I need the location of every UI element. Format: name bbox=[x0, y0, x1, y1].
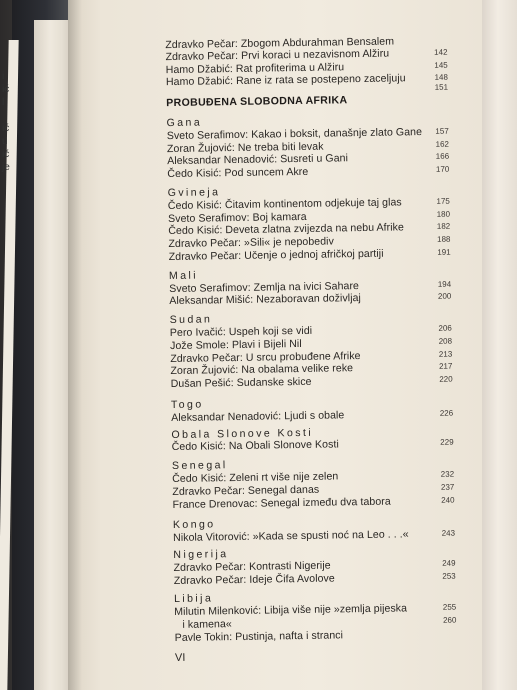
page-number: 255 bbox=[442, 602, 457, 612]
toc-entry: Zdravko Pečar: Učenje o jednoj afričkoj partiji bbox=[168, 247, 384, 264]
toc-entry: Pavle Tokin: Pustinja, nafta i stranci bbox=[174, 629, 344, 644]
adjacent-page-fragment: ić bbox=[2, 149, 10, 160]
adjacent-page-fragment: je bbox=[2, 162, 10, 173]
section-title: Libija bbox=[173, 592, 214, 606]
page-number: 162 bbox=[435, 139, 450, 149]
toc-entry: Zdravko Pečar: Zbogom Abdurahman Bensalem bbox=[165, 35, 395, 52]
toc-entry: Aleksandar Nenadović: Ljudi s obale bbox=[171, 409, 345, 424]
toc-entry: Hamo Džabić: Rane iz rata se postepeno zaceljuju bbox=[165, 72, 406, 88]
page-number: 145 bbox=[434, 60, 448, 70]
toc-entry: Zdravko Pečar: Ideje Čifa Avolove bbox=[173, 572, 335, 587]
page-number: 157 bbox=[435, 126, 449, 136]
section-title: Mali bbox=[168, 269, 199, 282]
toc-entry: i kamena« bbox=[182, 618, 232, 631]
page-number: 175 bbox=[436, 196, 450, 206]
adjacent-page-fragment: ić bbox=[2, 123, 10, 134]
page-folio: VI bbox=[174, 651, 186, 665]
toc-entry: Aleksandar Mišić: Nezaboravan doživljaj bbox=[169, 292, 361, 308]
toc-entry: Aleksandar Nenadović: Susreti u Gani bbox=[167, 152, 349, 168]
adjacent-page-fragment: i bbox=[2, 71, 5, 82]
page-number: 253 bbox=[442, 571, 456, 581]
toc-entry: Čedo Kisić: Na Obali Slonove Kosti bbox=[171, 438, 339, 454]
toc-entry: Čedo Kisić: Pod suncem Akre bbox=[167, 166, 309, 181]
page-number: 151 bbox=[434, 82, 449, 93]
toc-entry: Zdravko Pečar: Senegal danas bbox=[172, 483, 320, 498]
section-title: Gana bbox=[166, 116, 203, 130]
page-number: 142 bbox=[434, 47, 448, 58]
toc-entry: Sveto Serafimov: Zemlja na ivici Sahare bbox=[169, 279, 360, 295]
toc-entry: Zdravko Pečar: U srcu probuđene Afrike bbox=[170, 349, 361, 365]
section-title: Obala Slonove Kosti bbox=[171, 426, 314, 441]
toc-entry: Pero Ivačić: Uspeh koji se vidi bbox=[169, 324, 313, 340]
section-title: Gvineja bbox=[167, 186, 221, 200]
toc-entry: Milutin Milenković: Libija više nije »zemlja pijeska bbox=[174, 602, 408, 619]
page-number: 191 bbox=[437, 247, 451, 257]
toc-entry: Zdravko Pečar: »Sili« je nepobediv bbox=[168, 235, 334, 251]
page-number: 217 bbox=[439, 362, 453, 372]
toc-entry: Čedo Kisić: Zeleni rt više nije zelen bbox=[172, 470, 339, 486]
adjacent-page-fragment: u bbox=[2, 136, 8, 147]
page-number: 166 bbox=[435, 152, 450, 162]
toc-entry: Zdravko Pečar: Prvi koraci u nezavisnom Alžiru bbox=[165, 47, 390, 64]
part-heading: PROBUĐENA SLOBODNA AFRIKA bbox=[166, 94, 348, 110]
toc-entry: Sveto Serafimov: Kakao i boksit, današnje zlato Gane bbox=[166, 125, 423, 142]
toc-entry: Čedo Kisić: Deveta zlatna zvijezda na nebu Afrike bbox=[168, 221, 405, 238]
page-number: 229 bbox=[440, 437, 454, 448]
page-number: 188 bbox=[437, 234, 451, 245]
page-number: 240 bbox=[441, 495, 455, 505]
toc-entry: Jože Smole: Plavi i Bijeli Nil bbox=[169, 337, 302, 352]
toc-entry: France Drenovac: Senegal između dva tabora bbox=[172, 495, 391, 511]
page-number: 243 bbox=[441, 528, 456, 538]
section-title: Kongo bbox=[172, 518, 216, 532]
toc-entry: Sveto Serafimov: Boj kamara bbox=[167, 210, 307, 225]
page-number: 194 bbox=[437, 279, 452, 289]
page-number: 200 bbox=[437, 292, 452, 302]
page-number: 206 bbox=[438, 323, 452, 333]
section-title: Sudan bbox=[169, 313, 213, 327]
page-number: 226 bbox=[439, 408, 454, 418]
adjacent-page-fragment: ić bbox=[2, 84, 10, 95]
toc-entry: Zdravko Pečar: Kontrasti Nigerije bbox=[173, 559, 331, 574]
section-title: Nigerija bbox=[173, 548, 229, 562]
toc-entry: Nikola Vitorović: »Kada se spusti noć na Leo . . .« bbox=[173, 528, 409, 545]
page-number: 208 bbox=[438, 336, 453, 346]
toc-entry: Dušan Pešić: Sudanske skice bbox=[170, 376, 312, 391]
page-number: 237 bbox=[440, 482, 455, 492]
page-number: 180 bbox=[436, 209, 451, 219]
toc-entry: Zoran Žujović: Na obalama velike reke bbox=[170, 362, 354, 378]
page-number: 182 bbox=[436, 222, 451, 232]
adjacent-page-fragment: l bbox=[2, 97, 5, 108]
page-number: 148 bbox=[434, 72, 448, 82]
page-number: 232 bbox=[440, 469, 455, 479]
section-title: Togo bbox=[170, 398, 204, 412]
toc-entry: Čedo Kisić: Čitavim kontinentom odjekuje taj glas bbox=[167, 196, 402, 212]
page-number: 213 bbox=[438, 349, 453, 359]
page-number: 170 bbox=[435, 164, 450, 175]
section-title: Senegal bbox=[171, 459, 228, 473]
page-number: 220 bbox=[439, 374, 453, 385]
toc-entry: Zoran Žujović: Ne treba biti levak bbox=[166, 140, 324, 155]
page-number: 260 bbox=[442, 615, 457, 625]
toc-entry: Hamo Džabić: Rat profiterima u Alžiru bbox=[165, 60, 345, 76]
page-number: 249 bbox=[442, 558, 456, 568]
